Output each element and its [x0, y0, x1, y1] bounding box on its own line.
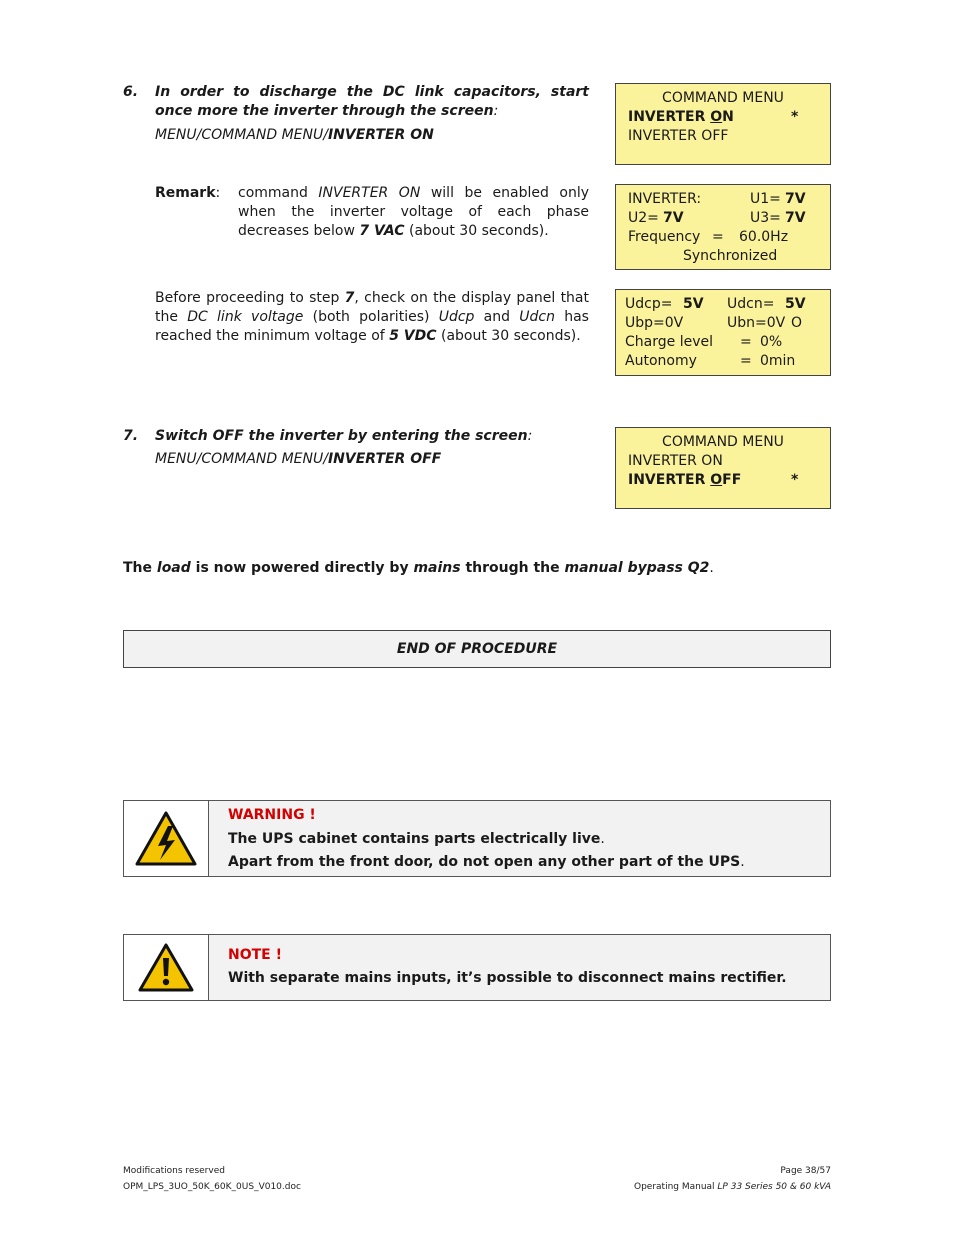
frequency-value: 60.0Hz	[739, 229, 789, 245]
ubn-value: Ubn=0V	[727, 315, 786, 331]
step-7-instruction-text: Switch OFF the inverter by entering the screen	[155, 428, 528, 444]
selection-marker: *	[791, 472, 799, 488]
u2-value: 7V	[663, 210, 684, 226]
warning-icon-cell	[124, 801, 209, 876]
warning-line-1	[228, 830, 820, 849]
t: LP 33 Series 50 & 60 kVA	[717, 1182, 831, 1192]
p-t6: Udcp	[438, 309, 475, 325]
before-step-7-paragraph	[155, 289, 589, 346]
exclamation-icon	[137, 942, 195, 994]
inverter-label: INVERTER:	[628, 191, 702, 207]
t: The	[123, 560, 157, 576]
autonomy-label: Autonomy	[625, 353, 697, 369]
u1-value: 7V	[785, 191, 806, 207]
lcd-dc-link-status	[615, 289, 831, 376]
lcd-title: COMMAND MENU	[662, 90, 784, 106]
step-7-menu-path	[155, 450, 441, 469]
path-prefix: MENU/COMMAND MENU/	[155, 451, 328, 467]
t: INVERTER ON	[628, 453, 723, 469]
udcp-value: 5V	[683, 296, 704, 312]
lcd-row-2	[616, 314, 830, 333]
t: N	[722, 109, 734, 125]
sync-status: Synchronized	[683, 248, 778, 264]
path-prefix: MENU/COMMAND MENU/	[155, 127, 328, 143]
p-t7: and	[474, 309, 520, 325]
lcd-command-menu-inverter-on	[615, 83, 831, 165]
lcd-line-text	[628, 471, 741, 490]
step-6-instruction-text: In order to discharge the DC link capacitors, start once more the inverter through the screen	[155, 84, 589, 119]
p-t8: Udcn	[519, 309, 555, 325]
remark-label-text: Remark	[155, 185, 216, 201]
remark-t1: command	[238, 185, 319, 201]
t: .	[740, 854, 745, 870]
lcd-line-inverter-off	[616, 471, 830, 490]
t: mains	[413, 560, 461, 576]
t: manual bypass Q2	[564, 560, 710, 576]
lcd-title: COMMAND MENU	[662, 434, 784, 450]
autonomy-value: 0min	[760, 353, 796, 369]
lcd-row-1	[616, 295, 830, 314]
ubn-indicator: O	[791, 315, 803, 331]
u1-label: U1=	[750, 191, 781, 207]
lcd-line-inverter-on	[616, 108, 830, 127]
t: FF	[722, 472, 742, 488]
t: INVERTER OFF	[628, 128, 729, 144]
equals: =	[740, 353, 752, 369]
end-of-procedure-box: END OF PROCEDURE	[123, 630, 831, 668]
t: load	[156, 560, 191, 576]
step-6-instruction	[155, 83, 589, 121]
t: The UPS cabinet contains parts electrically live	[228, 831, 601, 847]
frequency-label: Frequency	[628, 229, 701, 245]
udcn-label: Udcn=	[727, 296, 775, 312]
remark-label	[155, 184, 220, 203]
charge-level-value: 0%	[760, 334, 783, 350]
t: is now powered directly by	[190, 560, 414, 576]
step-7-number: 7.	[123, 428, 139, 444]
t: through the	[460, 560, 565, 576]
t: INVERTER	[628, 109, 711, 125]
lcd-command-menu-inverter-off	[615, 427, 831, 509]
p-t2: 7	[344, 290, 355, 306]
colon: :	[527, 428, 533, 444]
footer-filename: OPM_LPS_3UO_50K_60K_0US_V010.doc	[123, 1182, 301, 1192]
p-t4: DC link voltage	[187, 309, 304, 325]
footer-modifications: Modifications reserved	[123, 1166, 225, 1176]
t: .	[709, 560, 714, 576]
p-t11: (about 30 seconds).	[436, 328, 581, 344]
charge-level-label: Charge level	[625, 334, 713, 350]
equals: =	[740, 334, 752, 350]
lcd-row-4	[616, 247, 830, 266]
cursor-char: O	[710, 472, 723, 488]
lcd-line-text	[628, 108, 734, 127]
lcd-line-inverter-on	[616, 452, 830, 471]
u3-value: 7V	[785, 210, 806, 226]
step-7-instruction	[155, 427, 532, 446]
lcd-inverter-status	[615, 184, 831, 270]
note-icon-cell	[124, 935, 209, 1000]
colon: :	[493, 103, 499, 119]
p-t9: has reached the minimum voltage of	[155, 309, 589, 344]
lcd-row-2	[616, 209, 830, 228]
p-t5: (both polarities)	[303, 309, 439, 325]
remark-t5: (about 30 seconds).	[404, 223, 549, 239]
colon: :	[215, 185, 221, 201]
selection-marker: *	[791, 109, 799, 125]
footer-manual-title	[634, 1181, 831, 1193]
load-sentence	[123, 559, 714, 578]
note-box	[123, 934, 831, 1001]
high-voltage-icon	[134, 810, 198, 868]
udcp-label: Udcp=	[625, 296, 673, 312]
t: Apart from the front door, do not open any other part of the UPS	[228, 854, 741, 870]
note-title: NOTE !	[228, 947, 282, 963]
ubp-value: Ubp=0V	[625, 315, 684, 331]
remark-t4: 7 VAC	[359, 223, 405, 239]
p-t1: Before proceeding to step	[155, 290, 345, 306]
p-t3: , check on the display panel that the	[155, 290, 589, 325]
path-command: INVERTER OFF	[327, 451, 442, 467]
step-6-number: 6.	[123, 84, 139, 100]
warning-title: WARNING !	[228, 807, 316, 823]
lcd-row-3	[616, 333, 830, 352]
p-t10: 5 VDC	[389, 328, 437, 344]
lcd-row-4	[616, 352, 830, 371]
step-6-menu-path	[155, 126, 434, 145]
warning-line-2	[228, 853, 820, 872]
lcd-row-1	[616, 190, 830, 209]
warning-box	[123, 800, 831, 877]
lcd-row-3	[616, 228, 830, 247]
remark-t3: will be enabled only when the inverter voltage of each phase decreases below	[238, 185, 589, 239]
path-command: INVERTER ON	[327, 127, 434, 143]
lcd-line-inverter-off	[616, 127, 830, 146]
u2-label: U2=	[628, 210, 659, 226]
t: .	[600, 831, 605, 847]
udcn-value: 5V	[785, 296, 806, 312]
t: Operating Manual	[634, 1182, 718, 1192]
remark-t2: INVERTER ON	[318, 185, 421, 201]
note-line-1: With separate mains inputs, it’s possible to disconnect mains rectifier.	[228, 970, 787, 986]
cursor-char: O	[710, 109, 723, 125]
u3-label: U3=	[750, 210, 781, 226]
footer-page-number: Page 38/57	[780, 1166, 831, 1176]
remark-text	[238, 184, 589, 241]
t: INVERTER	[628, 472, 711, 488]
equals: =	[712, 229, 724, 245]
